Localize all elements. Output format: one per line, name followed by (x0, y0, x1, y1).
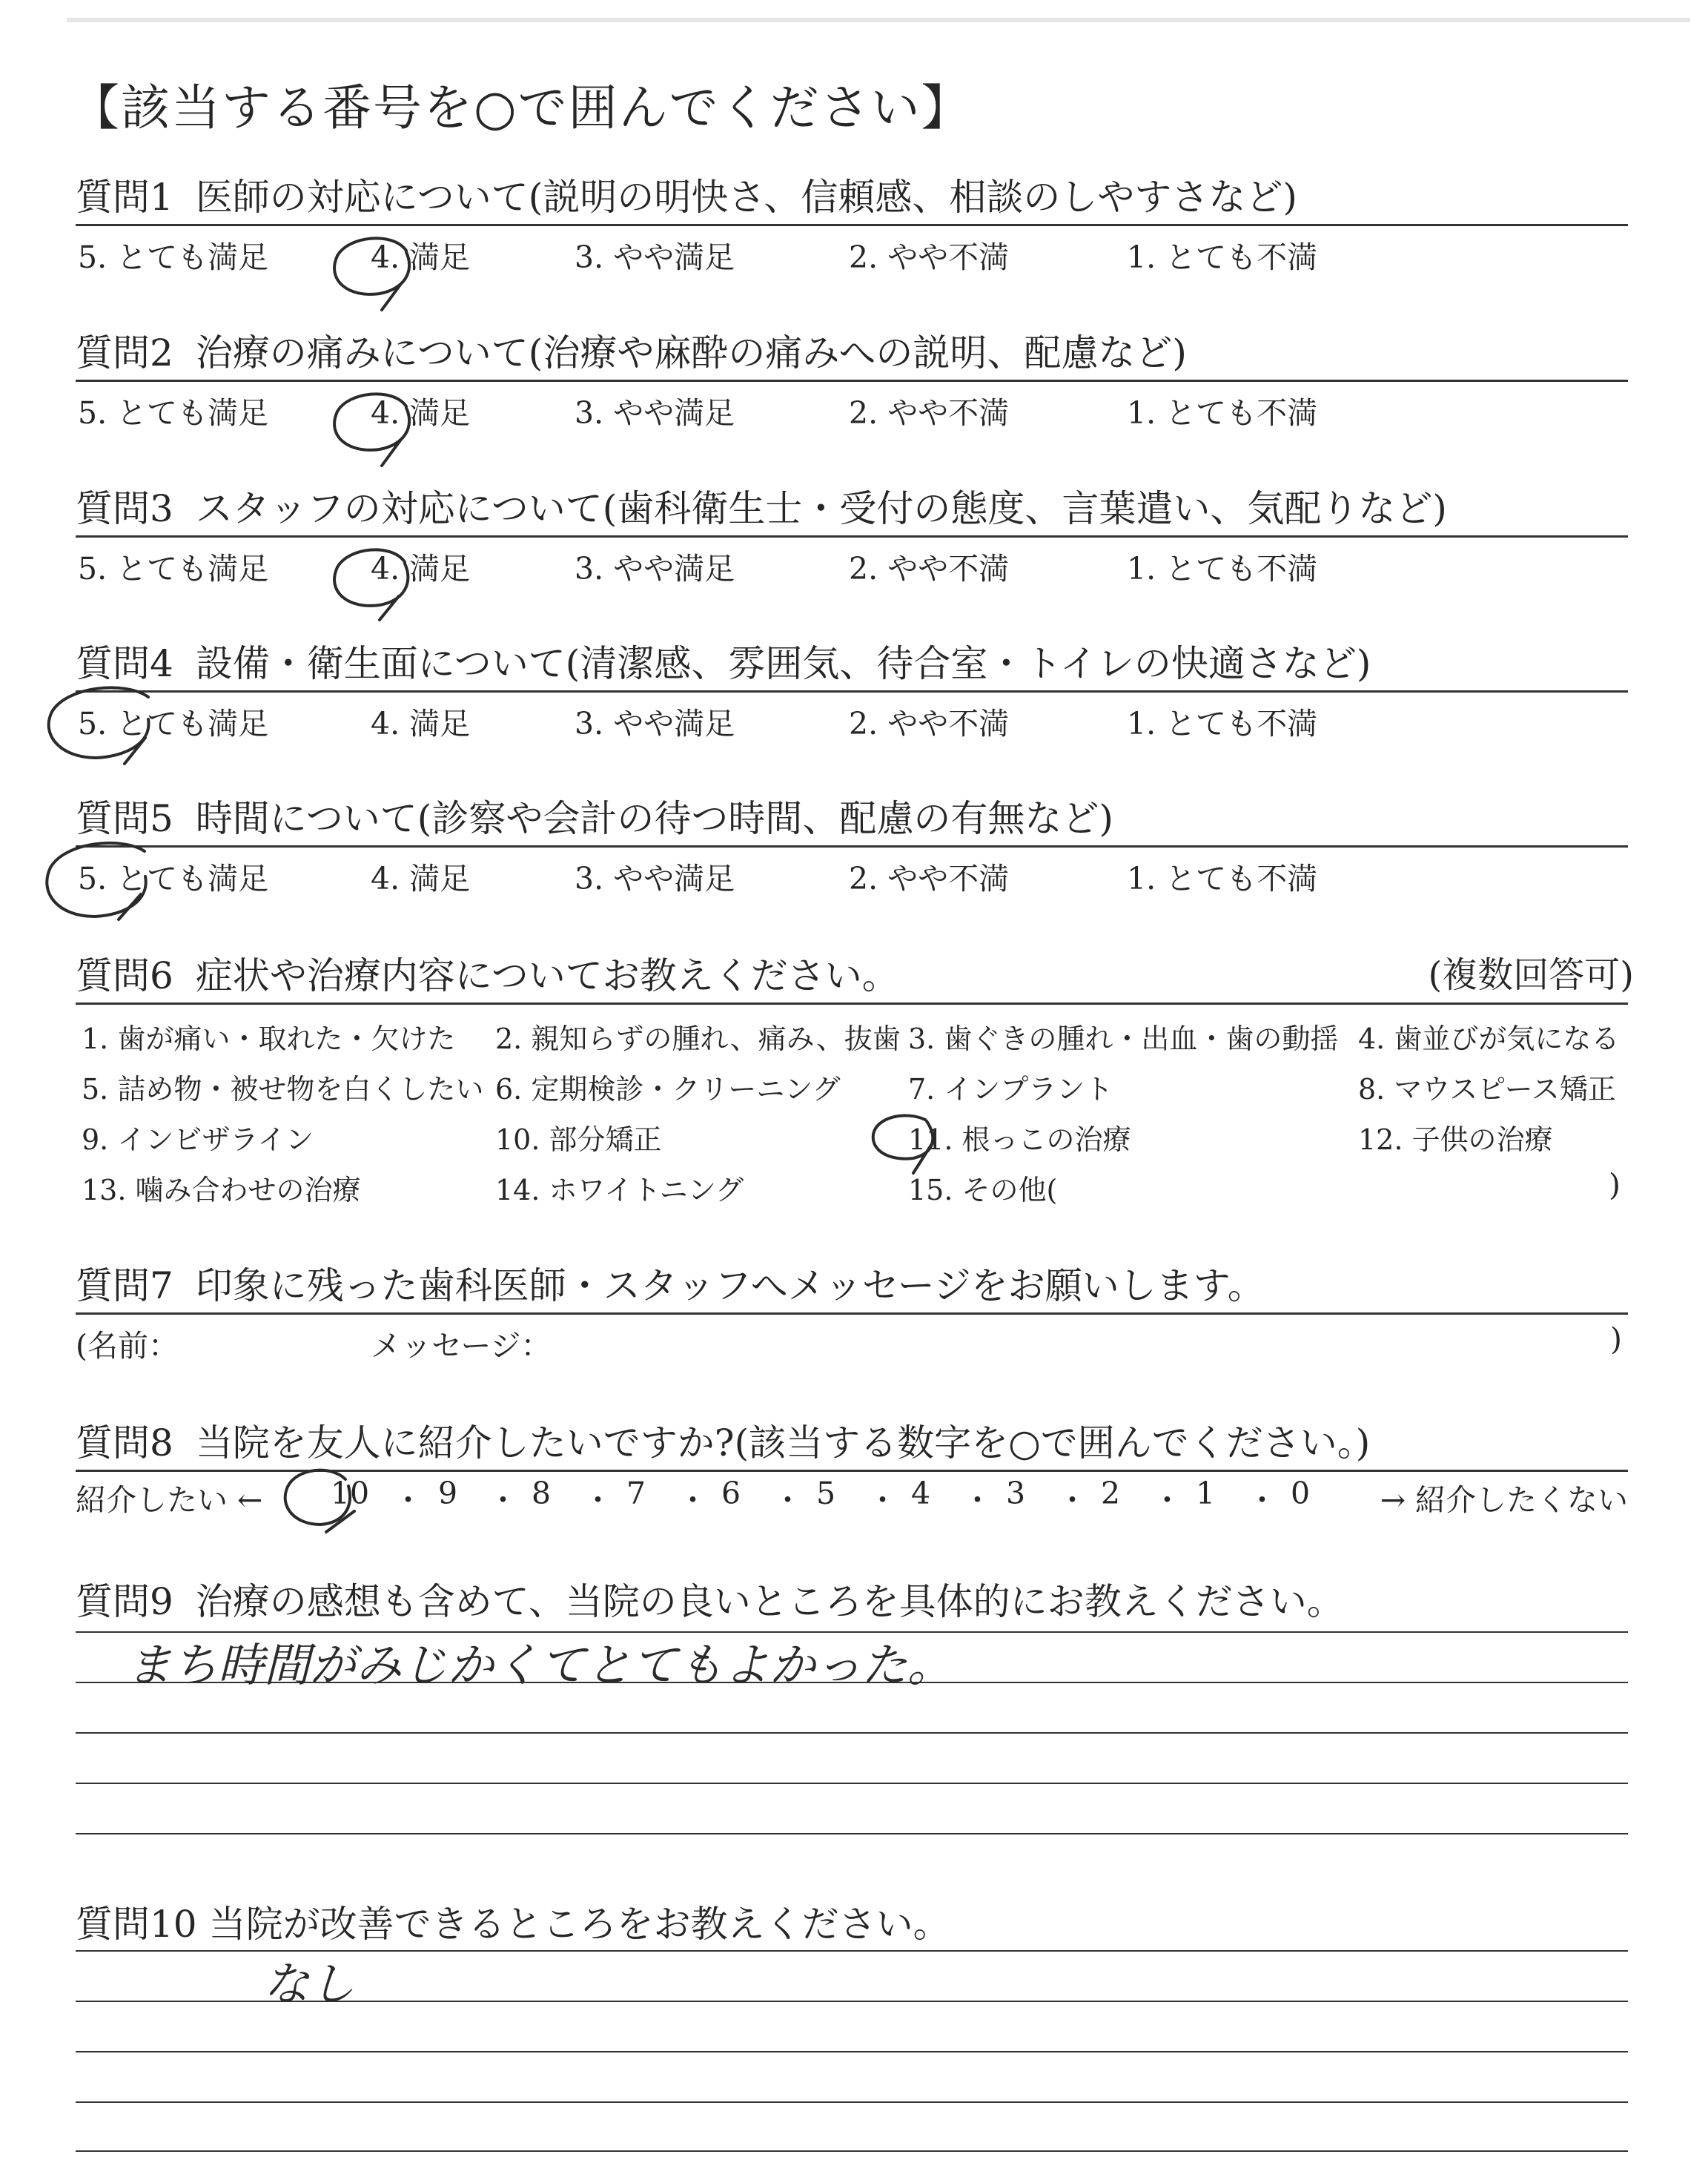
divider (76, 690, 1628, 693)
symptom-option-11[interactable]: 11. 根っこの治療 (908, 1123, 1131, 1156)
question-number: 質問6 (76, 954, 173, 997)
scale-dot: ・ (1247, 1482, 1277, 1518)
top-border (67, 18, 1690, 22)
symptom-option-5[interactable]: 5. 詰め物・被せ物を白くしたい (82, 1073, 484, 1106)
symptom-option-8[interactable]: 8. マウスピース矯正 (1358, 1073, 1616, 1106)
option-1[interactable]: 1. とても不満 (1127, 551, 1318, 587)
scale-8[interactable]: 8 (531, 1476, 552, 1511)
question-number: 質問8 (76, 1421, 173, 1464)
option-2[interactable]: 2. やや不満 (849, 706, 1010, 742)
scale-dot: ・ (393, 1482, 423, 1518)
question-number: 質問7 (76, 1264, 173, 1307)
scale-dot: ・ (678, 1482, 708, 1518)
option-3[interactable]: 3. やや満足 (575, 706, 735, 742)
question-number: 質問2 (76, 331, 173, 374)
divider (76, 380, 1628, 382)
symptom-option-3[interactable]: 3. 歯ぐきの腫れ・出血・歯の動揺 (908, 1023, 1339, 1055)
question-text: 時間について(診察や会計の待つ時間、配慮の有無など) (195, 797, 1113, 840)
question-number: 質問10 (76, 1903, 197, 1946)
option-3[interactable]: 3. やや満足 (575, 551, 735, 587)
scale-dot: ・ (867, 1482, 898, 1518)
question-number: 質問5 (76, 797, 173, 840)
symptom-option-15[interactable]: 15. その他( (908, 1174, 1058, 1206)
symptom-option-14[interactable]: 14. ホワイトニング (495, 1174, 744, 1206)
question-number: 質問4 (76, 642, 173, 685)
scale-dot: ・ (1057, 1482, 1088, 1518)
divider (76, 224, 1628, 226)
divider (76, 1470, 1628, 1472)
question-title (76, 634, 1371, 687)
question-text: 治療の感想も含めて、当院の良いところを具体的にお教えください。 (195, 1580, 1344, 1623)
symptom-option-1[interactable]: 1. 歯が痛い・取れた・欠けた (82, 1023, 456, 1055)
question-text: 印象に残った歯科医師・スタッフへメッセージをお願いします。 (195, 1264, 1265, 1307)
option-5[interactable]: 5. とても満足 (78, 395, 269, 431)
option-1[interactable]: 1. とても不満 (1127, 861, 1318, 896)
symptom-option-9[interactable]: 9. インビザライン (82, 1123, 314, 1156)
option-5[interactable]: 5. とても満足 (78, 551, 269, 587)
scale-7[interactable]: 7 (626, 1476, 646, 1511)
question-title (76, 946, 899, 1000)
option-1[interactable]: 1. とても不満 (1127, 240, 1318, 275)
option-5[interactable]: 5. とても満足 (78, 706, 269, 742)
scale-10[interactable]: 10 (330, 1476, 370, 1511)
scale-4[interactable]: 4 (910, 1476, 931, 1511)
scale-3[interactable]: 3 (1005, 1476, 1026, 1511)
question-title (76, 168, 1297, 221)
question-text: 症状や治療内容についてお教えください。 (195, 954, 899, 997)
scale-dot: ・ (488, 1482, 518, 1518)
answer-line (76, 1732, 1628, 1734)
question-number: 質問3 (76, 487, 173, 530)
option-1[interactable]: 1. とても不満 (1127, 706, 1318, 742)
symptom-option-13[interactable]: 13. 噛み合わせの治療 (82, 1174, 361, 1206)
option-4[interactable]: 4. 満足 (371, 551, 471, 587)
scale-5[interactable]: 5 (815, 1476, 836, 1511)
answer-line (76, 2101, 1628, 2103)
multiple-answer-note: (複数回答可) (1428, 954, 1634, 996)
recommend-left-label: 紹介したい ← (76, 1482, 263, 1518)
option-2[interactable]: 2. やや不満 (849, 861, 1010, 896)
scale-0[interactable]: 0 (1290, 1476, 1311, 1511)
question-text: 設備・衛生面について(清潔感、雰囲気、待合室・トイレの快適さなど) (195, 642, 1371, 685)
recommend-scale (76, 1476, 1628, 1520)
symptom-option-7[interactable]: 7. インプラント (908, 1073, 1113, 1106)
answer-line (76, 2150, 1628, 2152)
symptom-option-6[interactable]: 6. 定期検診・クリーニング (495, 1073, 841, 1106)
question-title (76, 479, 1447, 532)
form-header: 【該当する番号を○で囲んでください】 (70, 79, 972, 136)
option-4[interactable]: 4. 満足 (371, 861, 471, 896)
question-title (76, 1895, 950, 1948)
question-text: 当院が改善できるところをお教えください。 (208, 1903, 950, 1946)
divider (76, 535, 1628, 538)
scale-6[interactable]: 6 (721, 1476, 741, 1511)
question-title (76, 323, 1187, 377)
scale-dot: ・ (1152, 1482, 1182, 1518)
question-title (76, 1413, 1370, 1467)
name-label: (名前： (76, 1328, 179, 1364)
scale-dot: ・ (962, 1482, 993, 1518)
q9-handwritten-answer: まち時間がみじかくてとてもよかった。 (126, 1638, 954, 1692)
question-title (76, 1256, 1265, 1309)
question-text: 当院を友人に紹介したいですか?(該当する数字を○で囲んでください。) (195, 1421, 1371, 1464)
question-text: 医師の対応について(説明の明快さ、信頼感、相談のしやすさなど) (195, 176, 1297, 219)
symptom-option-10[interactable]: 10. 部分矯正 (495, 1123, 662, 1156)
question-number: 質問9 (76, 1580, 173, 1623)
question-title (76, 1572, 1344, 1625)
option-3[interactable]: 3. やや満足 (575, 395, 735, 431)
question-number: 質問1 (76, 176, 173, 219)
scale-dot: ・ (583, 1482, 613, 1518)
option-2[interactable]: 2. やや不満 (849, 240, 1010, 275)
q10-handwritten-answer: なし (263, 1957, 356, 2011)
scale-dot: ・ (772, 1482, 803, 1518)
divider (76, 1003, 1628, 1005)
option-5[interactable]: 5. とても満足 (78, 240, 269, 275)
symptom-option-12[interactable]: 12. 子供の治療 (1358, 1123, 1553, 1156)
symptom-option-2[interactable]: 2. 親知らずの腫れ、痛み、抜歯 (495, 1023, 901, 1055)
option-3[interactable]: 3. やや満足 (575, 240, 735, 275)
option-3[interactable]: 3. やや満足 (575, 861, 735, 896)
question-text: 治療の痛みについて(治療や麻酔の痛みへの説明、配慮など) (195, 331, 1187, 374)
option-4[interactable]: 4. 満足 (371, 395, 471, 431)
message-label: メッセージ： (371, 1328, 552, 1364)
option-4[interactable]: 4. 満足 (371, 240, 471, 275)
other-close-paren: ) (1609, 1167, 1621, 1203)
option-2[interactable]: 2. やや不満 (849, 551, 1010, 587)
answer-line (76, 2051, 1628, 2052)
answer-line (76, 1833, 1628, 1834)
recommend-right-label: → 紹介したくない (1380, 1482, 1628, 1518)
question-title (76, 789, 1113, 842)
option-1[interactable]: 1. とても不満 (1127, 395, 1318, 431)
option-4[interactable]: 4. 満足 (371, 706, 471, 742)
divider (76, 845, 1628, 848)
scale-1[interactable]: 1 (1195, 1476, 1216, 1511)
question-text: スタッフの対応について(歯科衛生士・受付の態度、言葉遣い、気配りなど) (195, 487, 1447, 530)
option-5[interactable]: 5. とても満足 (78, 861, 269, 896)
option-2[interactable]: 2. やや不満 (849, 395, 1010, 431)
divider (76, 1312, 1628, 1315)
scale-9[interactable]: 9 (437, 1476, 458, 1511)
scale-2[interactable]: 2 (1100, 1476, 1121, 1511)
message-close-paren: ) (1610, 1321, 1622, 1357)
symptom-option-4[interactable]: 4. 歯並びが気になる (1358, 1023, 1620, 1055)
answer-line (76, 1783, 1628, 1784)
